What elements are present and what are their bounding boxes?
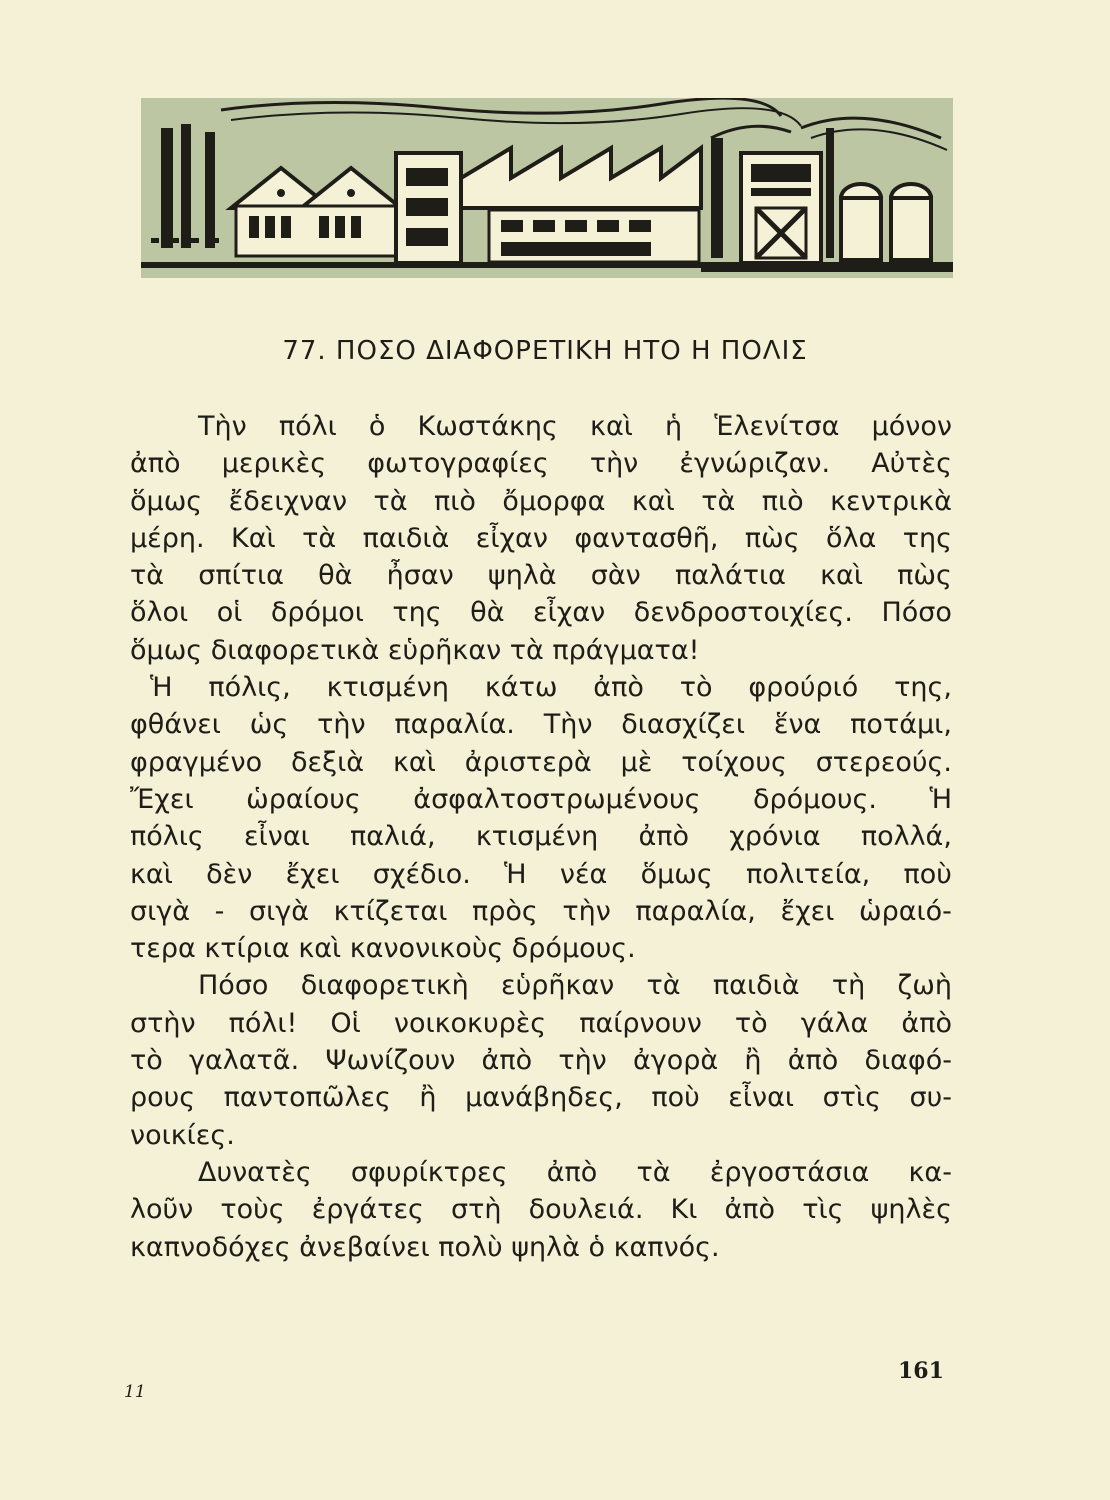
word: Δυνατὲς xyxy=(198,1156,312,1188)
text-line-content xyxy=(130,856,952,893)
text-line-content xyxy=(198,967,952,1004)
text-line-content xyxy=(130,818,952,855)
word: νοικοκυρὲς xyxy=(393,1007,547,1039)
word: εἶχαν xyxy=(533,597,606,629)
word: Κι xyxy=(670,1194,698,1226)
word: καὶ xyxy=(820,560,863,592)
word: γάλα xyxy=(800,1007,869,1039)
word: θὰ xyxy=(318,560,353,592)
word: Τὴν xyxy=(198,411,247,442)
word: ἀπὸ xyxy=(130,448,181,480)
word: οἱ xyxy=(216,597,243,629)
text-line xyxy=(130,594,952,631)
word: ψηλὰ xyxy=(487,560,557,592)
word: φρούριό xyxy=(748,672,859,704)
word: κτίζεται xyxy=(333,895,448,927)
word: φωτογραφίες xyxy=(367,448,549,480)
word: καὶ xyxy=(393,746,436,778)
text-line-content: καπνοδόχες ἀνεβαίνει πολὺ ψηλὰ ὁ καπνός. xyxy=(130,1231,720,1263)
word: σιγὰ xyxy=(248,895,309,927)
word: ἐργάτες xyxy=(311,1194,424,1226)
text-line-content xyxy=(130,893,952,930)
word: Πόσο xyxy=(881,597,952,629)
word: παραλία. xyxy=(394,709,515,741)
text-line-content: τερα κτίρια καὶ κανονικοὺς δρόμους. xyxy=(130,933,636,965)
word: Ἡ xyxy=(504,858,527,890)
word: πόλι xyxy=(278,411,337,442)
word: τὰ xyxy=(701,485,736,517)
word: εὑρῆκαν xyxy=(500,970,615,1002)
word: φθάνει xyxy=(130,709,221,741)
word: ὡς xyxy=(249,709,289,741)
text-line-content xyxy=(130,557,952,594)
word: ὅλοι xyxy=(130,597,189,629)
word: κτισμένη xyxy=(475,821,599,853)
word: Κωστάκης xyxy=(417,411,558,442)
word: Ἑλενίτσα xyxy=(714,411,840,442)
word: λοῦν xyxy=(130,1194,194,1226)
word: καὶ xyxy=(631,485,675,517)
word: ἀπὸ xyxy=(787,1045,839,1077)
text-line xyxy=(130,1042,952,1079)
word: παραλία, xyxy=(635,895,756,927)
word: διαφό- xyxy=(864,1045,952,1077)
text-line-content xyxy=(130,781,952,818)
text-line xyxy=(130,856,952,893)
factory-illustration xyxy=(141,98,953,278)
word: ἐργοστάσια xyxy=(709,1156,870,1188)
word: παλάτια xyxy=(674,560,786,592)
text-line-content xyxy=(130,445,952,482)
word: ἔχει xyxy=(285,858,340,890)
word: στὴν xyxy=(130,1007,196,1039)
text-line xyxy=(130,1005,952,1042)
word: ψηλὲς xyxy=(870,1194,952,1226)
word: πὼς xyxy=(744,522,800,554)
word: τοίχους xyxy=(681,746,787,778)
text-line xyxy=(130,632,952,669)
word: Καὶ xyxy=(231,522,276,554)
word: ἦσαν xyxy=(386,560,454,592)
text-line xyxy=(130,1229,952,1266)
word: ἀγορὰ xyxy=(632,1045,719,1077)
word: φραγμένο xyxy=(130,746,263,778)
word: δὲν xyxy=(206,858,253,890)
word: τὸ xyxy=(679,672,713,704)
word: Ἡ xyxy=(929,783,952,815)
word: παίρνουν xyxy=(579,1007,702,1039)
word: ὁ xyxy=(368,411,386,442)
word: Οἱ xyxy=(330,1007,361,1039)
word: διασχίζει xyxy=(621,709,745,741)
word: δεξιὰ xyxy=(291,746,365,778)
text-line-content xyxy=(198,1154,952,1191)
word: ἀπὸ xyxy=(593,672,644,704)
word: Αὐτὲς xyxy=(871,448,952,480)
word: ποτάμι, xyxy=(850,709,952,741)
text-line xyxy=(130,557,952,594)
word: πόλις xyxy=(130,821,204,853)
word: τὰ xyxy=(636,1156,671,1188)
word: Τὴν xyxy=(543,709,593,741)
word: ἀπὸ xyxy=(481,1045,533,1077)
word: εἶναι xyxy=(244,821,310,853)
word: στὶς xyxy=(822,1082,881,1114)
text-line xyxy=(130,1117,952,1154)
word: καὶ xyxy=(130,858,173,890)
word: ἐγνώριζαν. xyxy=(679,448,831,480)
text-line xyxy=(130,669,952,706)
text-line xyxy=(130,1191,952,1228)
word: της xyxy=(392,597,442,629)
word: τὴ xyxy=(831,970,866,1002)
text-line-content xyxy=(130,520,952,557)
word: γαλατᾶ. xyxy=(188,1045,300,1077)
word: δενδροστοιχίες. xyxy=(633,597,853,629)
word: στερεούς. xyxy=(815,746,952,778)
page-number: 161 xyxy=(898,1358,944,1384)
word: παλιά, xyxy=(350,821,436,853)
text-line-content xyxy=(130,706,952,743)
word: φαντασθῆ, xyxy=(574,522,719,554)
word: στὴ xyxy=(451,1194,502,1226)
word: μανάβηδες, xyxy=(465,1082,623,1114)
word: τὴν xyxy=(589,448,639,480)
word: ἢ xyxy=(419,1082,437,1114)
word: κα- xyxy=(908,1156,952,1188)
word: δουλειά. xyxy=(528,1194,644,1226)
word: ρους xyxy=(130,1082,196,1114)
word: της xyxy=(902,522,952,554)
text-line xyxy=(130,893,952,930)
word: ἔχει xyxy=(780,895,835,927)
word: μόνον xyxy=(871,411,952,442)
text-line xyxy=(130,744,952,781)
word: ἀριστερὰ xyxy=(464,746,592,778)
word: εἶχαν xyxy=(475,522,548,554)
word: σπίτια xyxy=(198,560,284,592)
text-line-content xyxy=(130,483,952,520)
word: ἔδειχναν xyxy=(228,485,348,517)
word: ποὺ xyxy=(651,1082,700,1114)
text-line-content xyxy=(130,744,952,781)
word: θὰ xyxy=(470,597,505,629)
text-line xyxy=(130,967,952,1004)
text-line xyxy=(130,706,952,743)
word: τὴν xyxy=(558,1045,607,1077)
word: σιγὰ xyxy=(130,895,191,927)
text-line xyxy=(130,483,952,520)
word: πόλις, xyxy=(208,672,291,704)
text-line-content: ὅμως διαφορετικὰ εὑρῆκαν τὰ πράγματα! xyxy=(130,634,700,666)
word: πολιτεία, xyxy=(746,858,871,890)
word: καὶ xyxy=(590,411,633,442)
text-line xyxy=(130,781,952,818)
word: ὅλα xyxy=(826,522,877,554)
word: διαφορετικὴ xyxy=(300,970,469,1002)
word: Ἔχει xyxy=(130,783,194,815)
body-text xyxy=(130,408,952,1266)
text-line-content xyxy=(130,1005,952,1042)
word: ἕνα xyxy=(773,709,822,741)
word: τὸ xyxy=(734,1007,768,1039)
word: τοὺς xyxy=(220,1194,285,1226)
word: Ἡ xyxy=(150,672,173,704)
word: πιὸ xyxy=(434,485,476,517)
word: κεντρικὰ xyxy=(830,485,952,517)
text-line xyxy=(130,445,952,482)
text-line xyxy=(130,930,952,967)
word: σφυρίκτρες xyxy=(350,1156,508,1188)
word: δρόμους. xyxy=(753,783,877,815)
word: της, xyxy=(894,672,952,704)
word: μὲ xyxy=(620,746,653,778)
word: παντοπῶλες xyxy=(223,1082,391,1114)
word: Ψωνίζουν xyxy=(325,1045,456,1077)
word: Πόσο xyxy=(198,970,269,1002)
text-line-content xyxy=(198,408,952,445)
folio-signature: 11 xyxy=(124,1382,146,1402)
word: δρόμοι xyxy=(270,597,364,629)
word: ὅμως xyxy=(130,485,203,517)
word: τὴν xyxy=(317,709,366,741)
word: ὡραίους xyxy=(246,783,361,815)
word: μερικὲς xyxy=(221,448,327,480)
word: νέα xyxy=(559,858,608,890)
word: ἀπὸ xyxy=(901,1007,952,1039)
text-line xyxy=(130,408,952,445)
word: ὡραιό- xyxy=(858,895,952,927)
word: - xyxy=(214,895,225,927)
word: ἀπὸ xyxy=(546,1156,598,1188)
word: ὅμως xyxy=(640,858,713,890)
word: παιδιὰ xyxy=(712,970,800,1002)
text-line xyxy=(130,818,952,855)
word: κτισμένη xyxy=(326,672,449,704)
word: ἡ xyxy=(665,411,683,442)
word: ἀπὸ xyxy=(638,821,690,853)
word: ὄμορφα xyxy=(502,485,606,517)
text-line-content: νοικίες. xyxy=(130,1119,235,1151)
text-line xyxy=(130,1154,952,1191)
word: τὶς xyxy=(802,1194,844,1226)
word: συ- xyxy=(909,1082,952,1114)
word: τὰ xyxy=(646,970,681,1002)
text-line-content xyxy=(130,1042,952,1079)
word: τὰ xyxy=(130,560,165,592)
word: τὰ xyxy=(302,522,337,554)
word: κάτω xyxy=(484,672,558,704)
word: πόλι! xyxy=(228,1007,298,1039)
text-line-content xyxy=(150,669,952,706)
word: τὸ xyxy=(130,1045,163,1077)
text-line-content xyxy=(130,1079,952,1116)
text-line xyxy=(130,1079,952,1116)
word: ποὺ xyxy=(903,858,952,890)
text-line xyxy=(130,520,952,557)
word: τὴν xyxy=(562,895,611,927)
word: παιδιὰ xyxy=(362,522,450,554)
word: μέρη. xyxy=(130,522,205,554)
word: πιὸ xyxy=(761,485,804,517)
word: πὼς xyxy=(897,560,952,592)
word: σχέδιο. xyxy=(372,858,471,890)
chapter-title: 77. ΠΟΣΟ ΔΙΑΦΟΡΕΤΙΚΗ ΗΤΟ Η ΠΟΛΙΣ xyxy=(282,336,808,366)
word: ἀπὸ xyxy=(724,1194,776,1226)
word: ἀσφαλτοστρωμένους xyxy=(413,783,701,815)
word: ζωὴ xyxy=(897,970,952,1002)
word: πρὸς xyxy=(471,895,538,927)
word: χρόνια xyxy=(729,821,821,853)
word: τὰ xyxy=(373,485,408,517)
word: ἢ xyxy=(744,1045,762,1077)
text-line-content xyxy=(130,594,952,631)
word: σὰν xyxy=(590,560,641,592)
word: πολλά, xyxy=(860,821,952,853)
word: εἶναι xyxy=(728,1082,795,1114)
text-line-content xyxy=(130,1191,952,1228)
